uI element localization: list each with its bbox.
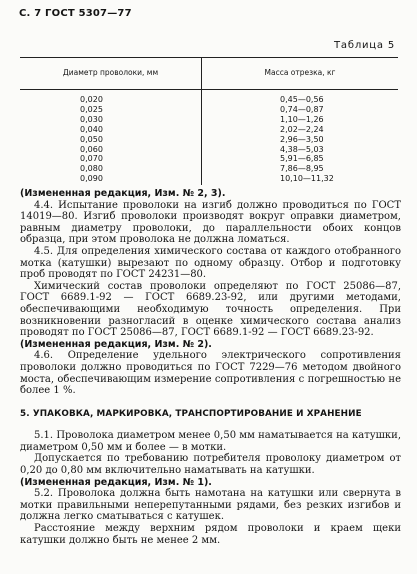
table-header-mass: Масса отрезка, кг xyxy=(264,68,336,77)
table-cell-diameter: 0,025 xyxy=(80,104,103,114)
clause-4-5: 4.5. Для определения химического состава от каждого отобранного мотка (катушки) вырезают по одному образцу. Отбор и подготовку проб проводят по ГОСТ 24231—80. xyxy=(20,245,401,281)
section-heading-5: 5. УПАКОВКА, МАРКИРОВКА, ТРАНСПОРТИРОВАНИЕ И ХРАНЕНИЕ xyxy=(20,408,362,419)
amendment-note: (Измененная редакция, Изм. № 2, 3). xyxy=(20,188,226,199)
body-text xyxy=(20,188,401,546)
table-column-mass xyxy=(280,95,334,184)
table-cell-diameter: 0,070 xyxy=(80,154,103,164)
amendment-note: (Измененная редакция, Изм. № 1). xyxy=(20,476,212,488)
clause-5-2: 5.2. Проволока должна быть намотана на катушки или свернута в мотки правильными неперепутанными рядами, без резких изгибов и должна легко сматываться с катушек. xyxy=(20,488,401,523)
table-cell-diameter: 0,080 xyxy=(80,164,103,174)
table-caption: Таблица 5 xyxy=(334,40,395,51)
running-head: С. 7 ГОСТ 5307—77 xyxy=(19,8,132,19)
table-column-diameter xyxy=(80,95,103,184)
table-cell-mass: 1,10—1,26 xyxy=(280,114,324,124)
table-cell-diameter: 0,020 xyxy=(80,95,103,104)
table-cell-mass: 2,96—3,50 xyxy=(280,134,324,144)
table-cell-mass: 0,74—0,87 xyxy=(280,104,324,114)
table-cell-mass: 4,38—5,03 xyxy=(280,144,324,154)
table-cell-mass: 2,02—2,24 xyxy=(280,124,324,134)
clause-5-1: 5.1. Проволока диаметром менее 0,50 мм наматывается на катушки, диаметром 0,50 мм и более — в мотки. xyxy=(20,430,401,453)
table-top-rule xyxy=(20,57,398,58)
clause-5-1-note: Допускается по требованию потребителя проволоку диаметром от 0,20 до 0,80 мм включительно наматывать на катушки. xyxy=(20,453,401,477)
table-cell-diameter: 0,040 xyxy=(80,124,103,134)
clause-4-5-chemical: Химический состав проволоки определяют по ГОСТ 25086—87, ГОСТ 6689.1-92 — ГОСТ 6689.23-92, или другими методами, обеспечивающими необходимую точность определения. При возникновении разногласий в оценке химического состава анализ проводят по ГОСТ 25086—87, ГОСТ 6689.1-92 — ГОСТ 6689.23-92. xyxy=(20,280,401,339)
table-cell-mass: 7,86—8,95 xyxy=(280,164,324,174)
clause-5-2-note: Расстояние между верхним рядом проволоки и краем щеки катушки должно быть не менее 2 мм. xyxy=(20,523,401,546)
clause-4-4: 4.4. Испытание проволоки на изгиб должно проводиться по ГОСТ 14019—80. Изгиб проволоки производят вокруг оправки диаметром, равным диаметру проволоки, до параллельности обоих концов образца, при этом проволока не должна ломаться. xyxy=(20,199,401,246)
table-cell-mass: 5,91—6,85 xyxy=(280,154,324,164)
table-header-diameter: Диаметр проволоки, мм xyxy=(62,68,159,77)
table-cell-diameter: 0,050 xyxy=(80,134,103,144)
clause-4-6: 4.6. Определение удельного электрического сопротивления проволоки должно проводиться по ГОСТ 7229—76 методом двойного моста, обеспечивающим измерение сопротивления с погрешностью не более 1 %. xyxy=(20,350,401,397)
table-cell-mass: 10,10—11,32 xyxy=(280,174,334,184)
table-cell-mass: 0,45—0,56 xyxy=(280,95,324,104)
table-cell-diameter: 0,060 xyxy=(80,144,103,154)
table-cell-diameter: 0,030 xyxy=(80,114,103,124)
table-cell-diameter: 0,090 xyxy=(80,174,103,184)
table-header-rule xyxy=(20,89,398,90)
amendment-note: (Измененная редакция, Изм. № 2). xyxy=(20,338,212,350)
